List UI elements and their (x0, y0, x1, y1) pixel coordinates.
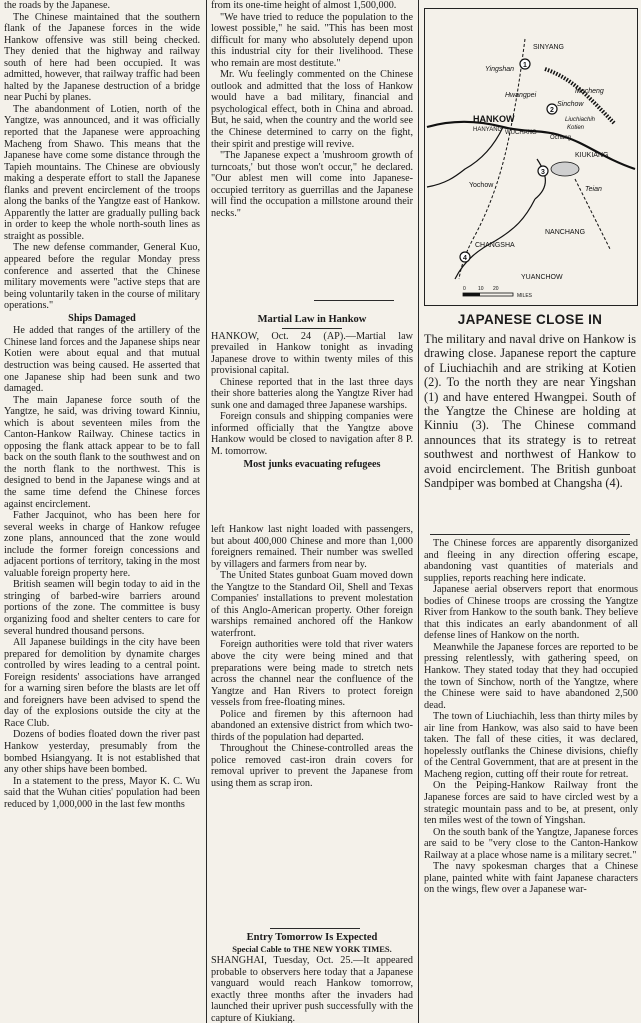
paragraph: The navy spokesman charges that a Chinese plane, painted white with faint Japanese characters on the wings, flew over a Japanese war- (424, 861, 638, 896)
paragraph: All Japanese buildings in the city have been prepared for demolition by dynamite charges controlled by wires leading to a central point. Foreign residents' associations have arranged for a warning siren before the blasts are let off and foreigners have been advised to spend the day of the explosions outside the city at the Race Club. (4, 637, 200, 729)
headline-rule (282, 328, 342, 329)
entry-body (211, 955, 413, 1023)
paragraph: Dozens of bodies floated down the river past Hankow yesterday, presumably from the bombed Hsiangyang. It is not established that any other ships have been bombed. (4, 729, 200, 776)
label-changsha: CHANGSHA (475, 242, 515, 249)
label-sinchow: Sinchow (557, 101, 584, 108)
paragraph: Meanwhile the Japanese forces are reported to be pressing relentlessly, with gathering speed, on Hankow. They stated today that they had occupied the town of Sinchow, north of the Yangtze, where the Chinese were said to have abandoned 2,500 dead. (424, 641, 638, 711)
paragraph: SHANGHAI, Tuesday, Oct. 25.—It appeared probable to observers here today that a Japanese vanguard would reach Hankow tomorrow, exactly three months after the invaders had launched their upriver push successfully with the capture of Kiukiang. (211, 955, 413, 1023)
martial-law-headline: Martial Law in Hankow (257, 314, 367, 325)
lake-outline (535, 159, 545, 199)
paragraph: Foreign authorities were told that river waters above the city were being mined and that preparations were being made to stretch nets across the channel near the confluence of the Yangtze and Han Rivers to protect foreign vessels from free-floating mines. (211, 639, 413, 709)
paragraph: from its one-time height of almost 1,500,000. (211, 0, 397, 11)
svg-text:3: 3 (541, 169, 545, 176)
svg-text:1: 1 (523, 62, 527, 69)
paragraph: HANKOW, Oct. 24 (AP).—Martial law prevailed in Hankow tonight as invading Japanese drove to within twenty miles of this provisional capital. (211, 330, 413, 377)
lake-poyang (551, 162, 579, 176)
label-yuanchow: YUANCHOW (521, 274, 563, 281)
paragraph: Throughout the Chinese-controlled areas the police removed cast-iron drain covers for removal upriver to prevent the Japanese from using them as scrap iron. (211, 743, 413, 790)
paragraph: The town of Liuchiachih, less than thirty miles by air line from Hankow, was also said to have been taken. The fall of these cities, it was declared, hopelessly outflanks the Chinese divisions, chiefly of the Central Government, that are at present in the Macheng region, cutting off their route for retreat. (424, 711, 638, 780)
paragraph: Chinese reported that in the last three days their shore batteries along the Yangtze River had sunk one and damaged three Japanese warships. (211, 376, 413, 411)
label-liuchiachih: Liuchiachih (565, 117, 596, 123)
marker-3 (538, 166, 548, 176)
entry-headline: Entry Tomorrow Is Expected (246, 932, 378, 943)
label-yingshan: Yingshan (485, 66, 515, 73)
label-teian: Teian (585, 186, 602, 193)
column-rule-1 (206, 0, 207, 1023)
label-hwangpei: Hwangpei (505, 92, 537, 99)
paragraph: Police and firemen by this afternoon had abandoned an extensive district from which two-thirds of the population had departed. (211, 708, 413, 743)
paragraph: The United States gunboat Guam moved down the Yangtze to the Standard Oil, Shell and Texas Companies' installations to prevent molestation of this Anglo-American property. Other foreign warships remained anchored off the Hankow waterfront. (211, 570, 413, 639)
label-wuchang: WUCHANG (505, 130, 537, 136)
marker-1 (520, 59, 530, 69)
scale-0: 0 (463, 286, 466, 292)
label-kotien: Kotien (567, 125, 585, 131)
paragraph: The abandonment of Lotien, north of the Yangtze, was announced, and it was officially reported that the Japanese were approaching Macheng from Shawo. This means that the Japanese have come some distance through the Tapieh mountains. The Chinese are obviously making a desperate effort to stall the Japanese flanks and prevent encirclement of the troops along the banks of the Yangtze east of Hankow. Apparently the latter are gradually pulling back in order to keep the whole north-south lines as straight as possible. (4, 103, 200, 242)
scale-10: 10 (478, 286, 484, 292)
scale-bar-fill (463, 293, 480, 296)
paragraph: In a statement to the press, Mayor K. C. Wu said that the Wuhan cities' population had been reduced by 1,000,000 in the last few months (4, 775, 200, 810)
front-line (545, 69, 615, 124)
map-svg (425, 9, 637, 305)
map-caption-title: JAPANESE CLOSE IN (457, 312, 603, 327)
map-caption-text: The military and naval drive on Hankow is drawing close. Japanese report the capture of Liuchiachih and are striking at Kotien (2). To the north they are near Yingshan (1) and have entered Hwangpei. South of the Yangtze the Chinese are holding at Kinniu (3). The Chinese command announces that its strategy is to retreat southwest and northwest of Hankow to avoid encirclement. The British gunboat Sandpiper was bombed at Changsha (4). (424, 332, 636, 491)
paragraph: left Hankow last night loaded with passengers, but about 400,000 Chinese and more than 1,000 foreigners remained. Their number was swelled by villagers and farmers from near by. (211, 524, 413, 570)
label-macheng: Macheng (575, 88, 604, 95)
paragraph: On the Peiping-Hankow Railway front the Japanese forces are said to have circled west by a strategic mountain pass and to be, at present, only ten miles west of the town of Yingshan. (424, 780, 638, 827)
article-column-2-bottom (211, 524, 413, 928)
martial-law-section (211, 314, 413, 510)
article-column-2-top (211, 0, 413, 298)
column-rule-2 (418, 0, 419, 1023)
scale-miles: MILES (517, 293, 533, 299)
article-column-1 (4, 0, 200, 1023)
paragraph: The Chinese maintained that the southern flank of the Japanese forces in the wide Hankow offensive was still being checked. They denied that the highway and railway south of here had been occupied. It was admitted, however, that railway traffic had been halted by the Japanese destruction of a bridge near Puchi by planes. (4, 11, 200, 104)
label-nanchang: NANCHANG (545, 229, 586, 236)
paragraph: Mr. Wu feelingly commented on the Chinese outlook and admitted that the loss of Hankow would have a bad military, financial and psychological effect, both in China and abroad. But, he said, when the country and the world see the Chinese determined to carry on the fight, their spirit and prestige will revive. (211, 69, 413, 150)
paragraph: "We have tried to reduce the population to the lowest possible," he said. "This has been most difficult for many who absolutely depend upon this industrial city for their livelihood. These who remain are most destitute." (211, 11, 413, 69)
label-kiukiang: KIUKIANG (575, 152, 609, 159)
martial-law-body (211, 331, 413, 458)
paragraph: Foreign consuls and shipping companies were informed officially that the Yangtze above Hankow would be closed to navigation after 8 P. M. tomorrow. (211, 411, 413, 458)
river-branch (427, 127, 503, 187)
svg-text:4: 4 (463, 255, 467, 262)
label-sinyang: SINYANG (533, 44, 564, 51)
paragraph: The main Japanese force south of the Yangtze, he said, was driving toward Kinniu, which is about seventeen miles from the Canton-Hankow Railway. Chinese tactics in opposing the flank attack appear to be to fall back on the south flank to the southwest and on the north flank to the northwest. This is designed to bend in the Japanese wings and at the same time defend the Chinese forces against encirclement. (4, 394, 200, 510)
label-hankow: HANKOW (473, 114, 515, 124)
paragraph: The new defense commander, General Kuo, appeared before the regular Monday press conference and asserted that the Chinese military movements were "active steps that are being voluntarily taken in the course of military operations." (4, 242, 200, 312)
section-subhead: Ships Damaged (68, 312, 136, 324)
paragraph: Father Jacquinot, who has been here for several weeks in charge of Hankow refugee zone plans, announced that the zone would include the former foreign concessions and adjacent portions of territory, taking in the most valuable foreign property here. (4, 510, 200, 579)
paragraph: The Chinese forces are apparently disorganized and fleeing in any direction offering escape, abandoning vast quantities of materials and supplies, reports reaching here indicate. (424, 538, 638, 584)
entry-subhead: Special Cable to THE NEW YORK TIMES. (232, 943, 392, 954)
divider-rule-2 (270, 928, 360, 929)
paragraph: "The Japanese expect a 'mushroom growth of turncoats,' but those won't occur," he declared. "Our ablest men will come into Japanese-occupied territory as guerrillas and the Japanese will find the occupation a millstone around their necks." (211, 150, 413, 219)
label-hanyang: HANYANG (473, 127, 503, 133)
paragraph: On the south bank of the Yangtze, Japanese forces are said to be "very close to the Canton-Hankow Railway at a place whose name is a military secret." (424, 826, 638, 861)
paragraph: He added that ranges of the artillery of the Chinese land forces and the Japanese ships near Kotien were about equal and that mutual destruction was being caused. He asserted that one Japanese ship had been sunk and two damaged. (4, 325, 200, 395)
yangtze-river (427, 122, 635, 169)
map-figure (424, 8, 638, 306)
entry-section (211, 932, 413, 1023)
label-yochow: Yochow (469, 182, 494, 189)
paragraph: the roads by the Japanese. (4, 0, 111, 11)
river-south (455, 199, 535, 279)
divider-rule (314, 300, 394, 301)
scale-20: 20 (493, 286, 499, 292)
paragraph: Japanese aerial observers report that enormous bodies of Chinese troops are crossing the Yangtze River from Hankow to the south bank. They believe that this indicates an early abandonment of all defense lines of Hankow on the north. (424, 584, 638, 642)
marker-2 (547, 104, 557, 114)
article-column-3 (424, 538, 638, 1023)
paragraph: British seamen will begin today to aid in the stringing of barbed-wire barriers around portions of the zone. The committee is busy organizing food and shelter centers to care for several hundred thousand persons. (4, 579, 200, 637)
svg-text:2: 2 (550, 107, 554, 114)
marker-4 (460, 252, 470, 262)
martial-law-subhead: Most junks evacuating refugees (243, 458, 381, 470)
caption-rule (430, 534, 630, 535)
label-ochang: Ochang (550, 135, 572, 141)
